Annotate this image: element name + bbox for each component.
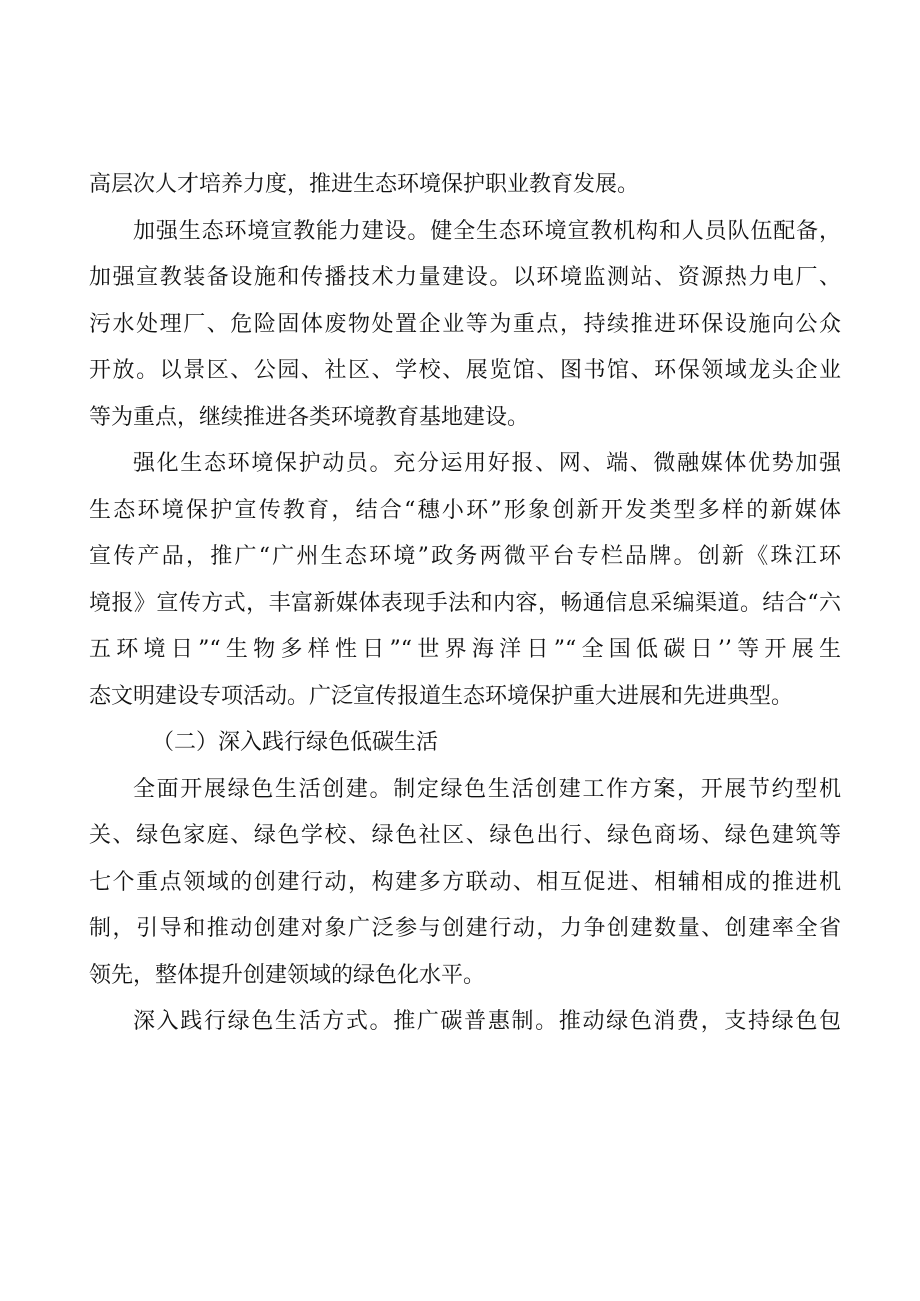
section-heading: （二）深入践行绿色低碳生活 xyxy=(152,730,439,755)
text-line: 等为重点，继续推进各类环境教育基地建设。 xyxy=(89,404,530,430)
paragraph-first-line: 全面开展绿色生活创建。制定绿色生活创建工作方案，开展节约型机 xyxy=(133,776,841,802)
paragraph-first-line: 强化生态环境保护动员。充分运用好报、网、端、微融媒体优势加强 xyxy=(133,451,841,476)
text-line: 生态环境保护宣传教育，结合“穗小环”形象创新开发类型多样的新媒体 xyxy=(89,497,841,523)
text-line: 领先，整体提升创建领域的绿色化水平。 xyxy=(89,962,486,988)
text-line: 七个重点领域的创建行动，构建多方联动、相互促进、相辅相成的推进机 xyxy=(89,869,841,895)
text-line: 五环境日”“生物多样性日”“世界海洋日”“全国低碳日’’等开展生 xyxy=(89,637,841,662)
paragraph-first-line: 深入践行绿色生活方式。推广碳普惠制。推动绿色消费，支持绿色包 xyxy=(133,1009,841,1034)
text-line: 境报》宣传方式，丰富新媒体表现手法和内容，畅通信息采编渠道。结合“六 xyxy=(89,590,841,616)
text-line: 制，引导和推动创建对象广泛参与创建行动，力争创建数量、创建率全省 xyxy=(89,916,841,941)
text-line: 加强宣教装备设施和传播技术力量建设。以环境监测站、资源热力电厂、 xyxy=(89,265,841,290)
text-line: 态文明建设专项活动。广泛宣传报道生态环境保护重大进展和先进典型。 xyxy=(89,683,794,709)
text-line: 高层次人才培养力度，推进生态环境保护职业教育发展。 xyxy=(89,172,640,197)
text-line: 宣传产品，推广“广州生态环境”政务两微平台专栏品牌。创新《珠江环 xyxy=(89,544,841,569)
document-body xyxy=(89,162,841,1046)
text-line: 关、绿色家庭、绿色学校、绿色社区、绿色出行、绿色商场、绿色建筑等 xyxy=(89,823,841,848)
text-line: 开放。以景区、公园、社区、学校、展览馆、图书馆、环保领域龙头企业 xyxy=(89,358,841,383)
paragraph-first-line: 加强生态环境宣教能力建设。健全生态环境宣教机构和人员队伍配备， xyxy=(133,218,841,244)
text-line: 污水处理厂、危险固体废物处置企业等为重点，持续推进环保设施向公众 xyxy=(89,311,841,337)
